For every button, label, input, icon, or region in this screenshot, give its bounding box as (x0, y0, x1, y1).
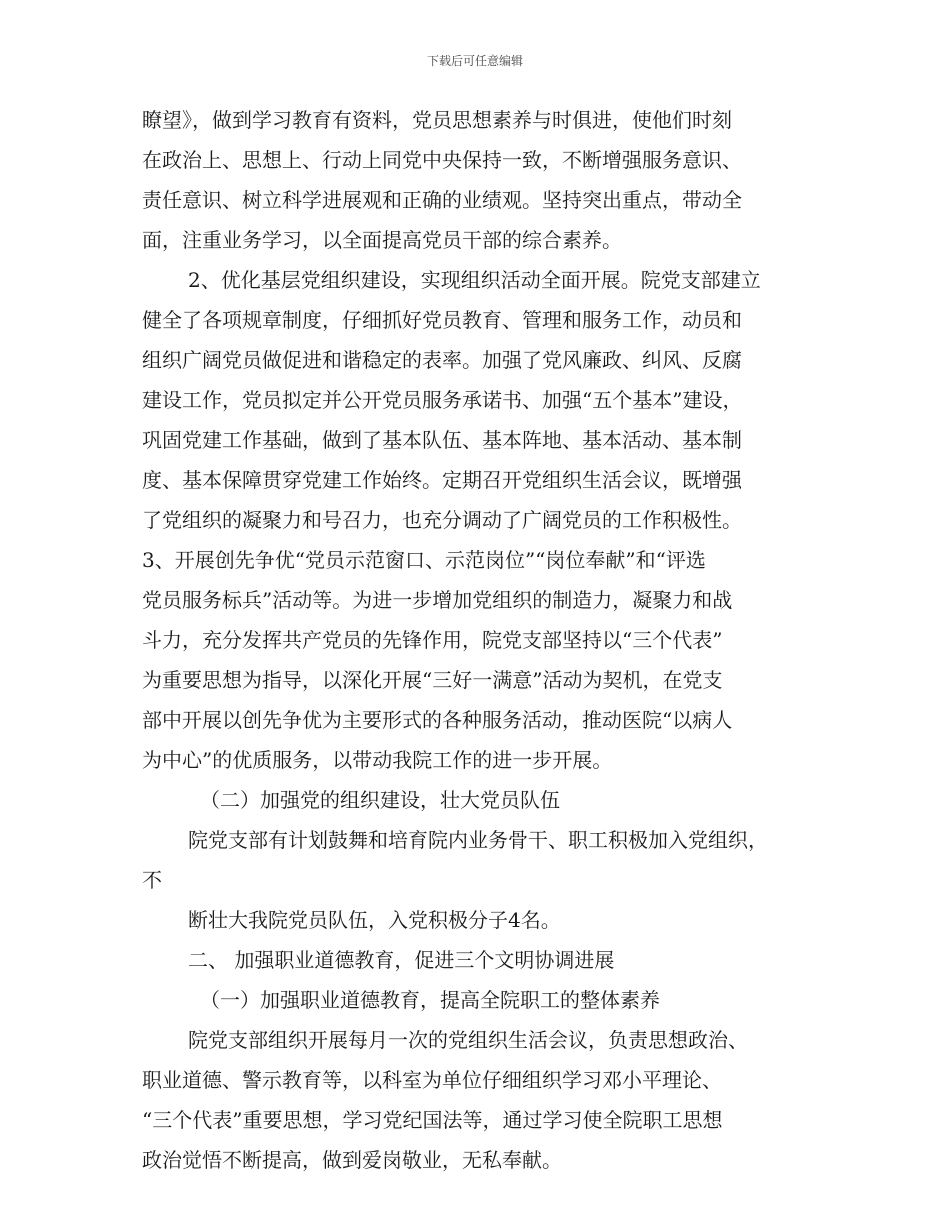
text-line: 职业道德、警示教育等，以科室为单位仔细组织学习邓小平理论、 (142, 1068, 722, 1092)
text-line: 院党支部有计划鼓舞和培育院内业务骨干、职工积极加入党组织， (188, 828, 768, 852)
text-line: 巩固党建工作基础，做到了基本队伍、基本阵地、基本活动、基本制 (142, 428, 742, 452)
text-line: 面，注重业务学习，以全面提高党员干部的综合素养。 (142, 228, 622, 252)
text-line: 不 (142, 868, 162, 892)
text-line: 为重要思想为指导，以深化开展“三好一满意”活动为契机，在党支 (142, 668, 723, 692)
text-line: 责任意识、树立科学进展观和正确的业绩观。坚持突出重点，带动全 (142, 188, 742, 212)
section-heading: （一）加强职业道德教育，提高全院职工的整体素养 (200, 988, 660, 1012)
text-line: 为中心”的优质服务，以带动我院工作的进一步开展。 (142, 748, 613, 772)
text-line: 断壮大我院党员队伍，入党积极分子4名。 (188, 908, 561, 932)
section-heading: 二、 加强职业道德教育，促进三个文明协调进展 (188, 948, 615, 972)
section-heading: （二）加强党的组织建设，壮大党员队伍 (200, 788, 560, 812)
paragraph-3-start: 3、开展创先争优“党员示范窗口、示范岗位”“岗位奉献”和“评选 (142, 548, 706, 572)
text-line: 院党支部组织开展每月一次的党组织生活会议，负责思想政治、 (188, 1028, 748, 1052)
paragraph-2-start: 2、优化基层党组织建设，实现组织活动全面开展。院党支部建立 (188, 268, 761, 292)
document-body (142, 100, 822, 1180)
text-line: 组织广阔党员做促进和谐稳定的表率。加强了党风廉政、纠风、反腐 (142, 348, 742, 372)
text-line: 度、基本保障贯穿党建工作始终。定期召开党组织生活会议，既增强 (142, 468, 742, 492)
page-header-note: 下载后可任意编辑 (426, 54, 523, 68)
text-line: 健全了各项规章制度，仔细抓好党员教育、管理和服务工作，动员和 (142, 308, 742, 332)
text-line: 党员服务标兵”活动等。为进一步增加党组织的制造力，凝聚力和战 (142, 588, 733, 612)
text-line: 建设工作，党员拟定并公开党员服务承诺书、加强“五个基本”建设， (142, 388, 743, 412)
text-line: 政治觉悟不断提高，做到爱岗敬业，无私奉献。 (142, 1148, 562, 1172)
text-line: 斗力，充分发挥共产党员的先锋作用，院党支部坚持以“三个代表” (142, 628, 723, 652)
text-line: 了党组织的凝聚力和号召力，也充分调动了广阔党员的工作积极性。 (142, 508, 742, 532)
text-line: “三个代表”重要思想，学习党纪国法等，通过学习使全院职工思想 (142, 1108, 723, 1132)
text-line: 部中开展以创先争优为主要形式的各种服务活动，推动医院“以病人 (142, 708, 733, 732)
text-line: 在政治上、思想上、行动上同党中央保持一致，不断增强服务意识、 (142, 148, 742, 172)
text-line: 瞭望》，做到学习教育有资料，党员思想素养与时俱进，使他们时刻 (142, 108, 732, 132)
